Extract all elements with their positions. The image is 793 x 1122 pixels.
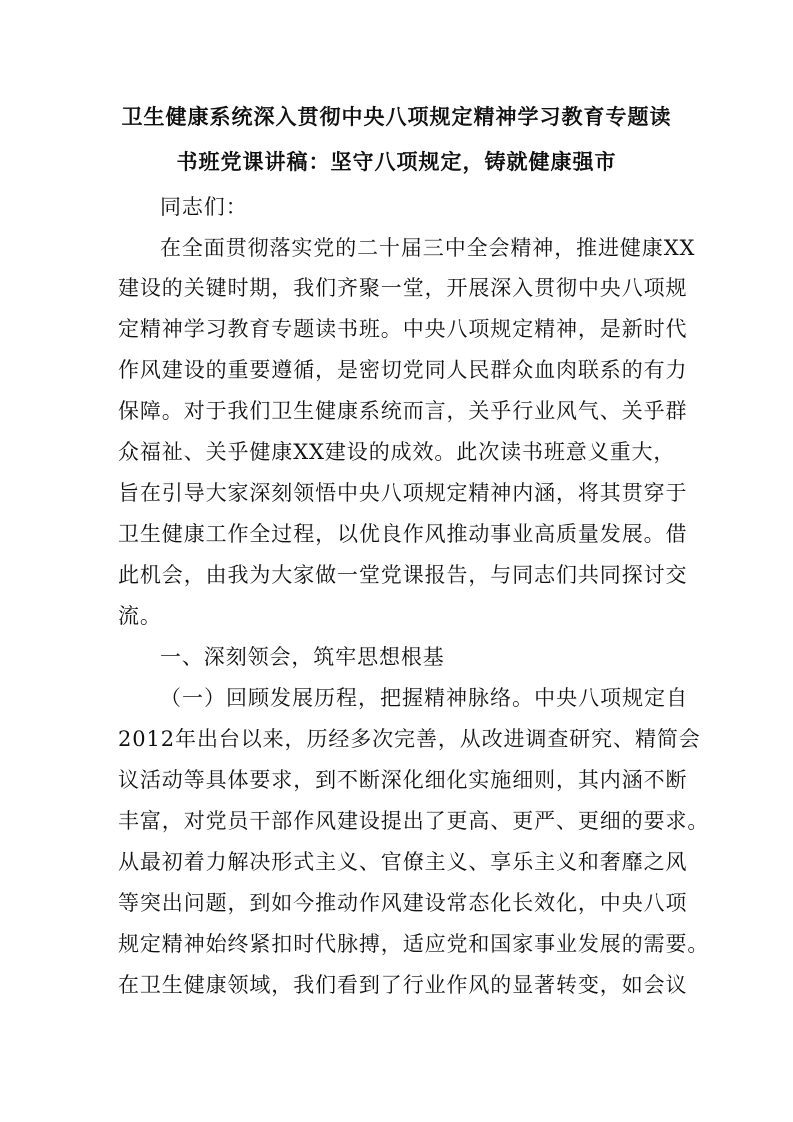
paragraph-line: 等突出问题，到如今推动作风建设常态化长效化，中央八项 (118, 891, 688, 915)
paragraph-line: 卫生健康工作全过程，以优良作风推动事业高质量发展。借 (118, 522, 688, 546)
paragraph-line: 议活动等具体要求，到不断深化细化实施细则，其内涵不断 (118, 768, 688, 792)
paragraph-line: 在全面贯彻落实党的二十届三中全会精神，推进健康XX (160, 236, 696, 260)
paragraph-line: 从最初着力解决形式主义、官僚主义、享乐主义和奢靡之风 (118, 850, 688, 874)
section-heading: 一、深刻领会，筑牢思想根基 (160, 645, 445, 669)
paragraph-line: 2012年出台以来，历经多次完善，从改进调查研究、精简会 (118, 727, 701, 751)
document-title-line-2: 书班党课讲稿：坚守八项规定，铸就健康强市 (176, 149, 617, 174)
paragraph-line: 规定精神始终紧扣时代脉搏，适应党和国家事业发展的需要。 (118, 932, 710, 956)
paragraph-line: 定精神学习教育专题读书班。中央八项规定精神，是新时代 (118, 317, 688, 341)
paragraph-line: 丰富，对党员干部作风建设提出了更高、更严、更细的要求。 (118, 809, 710, 833)
paragraph-line: 此机会，由我为大家做一堂党课报告，与同志们共同探讨交 (118, 563, 688, 587)
paragraph-line: 建设的关键时期，我们齐聚一堂，开展深入贯彻中央八项规 (118, 276, 688, 300)
paragraph-line: （一）回顾发展历程，把握精神脉络。中央八项规定自 (160, 686, 688, 710)
paragraph-line: 保障。对于我们卫生健康系统而言，关乎行业风气、关乎群 (118, 399, 688, 423)
paragraph-line: 旨在引导大家深刻领悟中央八项规定精神内涵，将其贯穿于 (118, 481, 688, 505)
paragraph-line: 在卫生健康领域，我们看到了行业作风的显著转变，如会议 (118, 973, 688, 997)
document-title-line-1: 卫生健康系统深入贯彻中央八项规定精神学习教育专题读 (121, 104, 672, 129)
paragraph-line: 流。 (118, 604, 162, 628)
paragraph-line: 作风建设的重要遵循，是密切党同人民群众血肉联系的有力 (118, 358, 688, 382)
paragraph-line: 众福祉、关乎健康XX建设的成效。此次读书班意义重大， (118, 440, 676, 464)
salutation: 同志们： (160, 195, 248, 219)
